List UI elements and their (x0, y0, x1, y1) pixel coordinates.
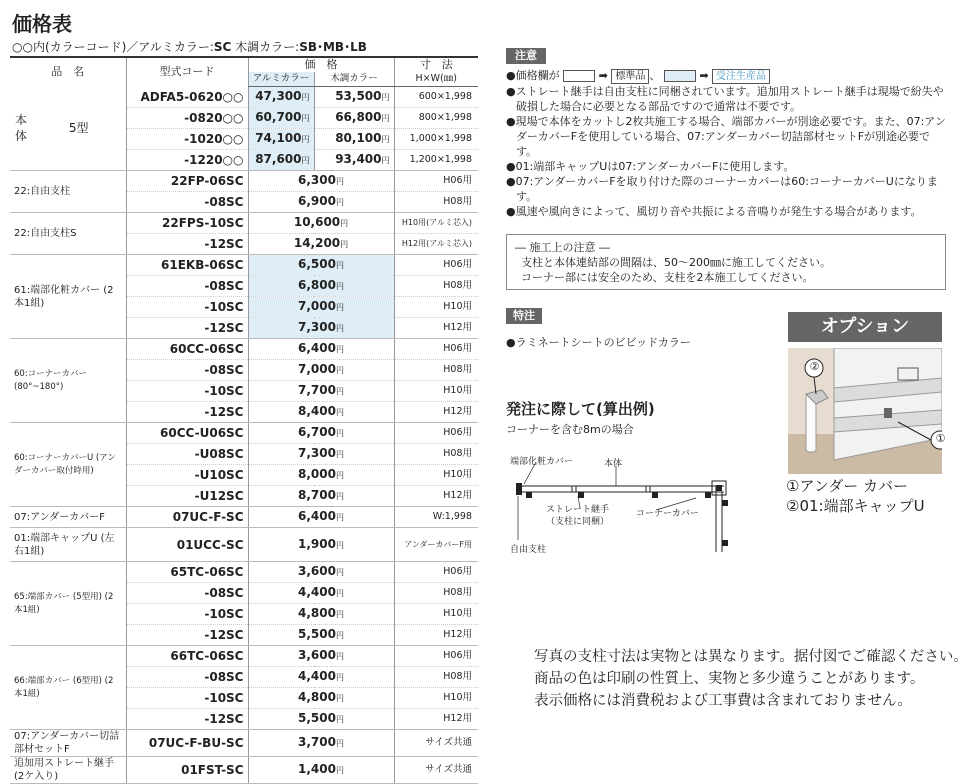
model-code: -U08SC (126, 444, 248, 465)
price-unit: 円 (335, 429, 344, 438)
label-post: 自由支柱 (510, 545, 547, 555)
header-price-wood: 木調カラー (314, 72, 394, 87)
product-name: 60:コーナーカバーU (アンダーカバー取付時用) (10, 423, 126, 507)
price-common (248, 604, 394, 625)
model-code: 60CC-06SC (126, 339, 248, 360)
size-value: H10用 (394, 381, 478, 402)
table-row (10, 507, 478, 528)
price-unit: 円 (335, 282, 344, 291)
model-code: 22FPS-10SC (126, 213, 248, 234)
option-photo (788, 348, 946, 474)
model-code: -1220○○ (126, 150, 248, 171)
price-unit: 円 (335, 261, 344, 270)
size-value: H06用 (394, 339, 478, 360)
price-value: 6,300 (298, 173, 336, 187)
label-end-cover: 端部化粧カバー (510, 457, 574, 467)
price-unit: 円 (340, 219, 349, 228)
price-unit: 円 (335, 408, 344, 417)
price-value: 10,600 (293, 215, 341, 229)
price-value: 4,400 (298, 585, 336, 599)
price-unit: 円 (335, 345, 344, 354)
price-unit: 円 (335, 766, 344, 775)
size-value: H06用 (394, 646, 478, 667)
size-value: 1,200×1,998 (394, 150, 478, 171)
model-code: -12SC (126, 709, 248, 730)
model-code: -08SC (126, 667, 248, 688)
label-corner-cover: コーナーカバー (636, 509, 699, 519)
price-unit: 円 (335, 366, 344, 375)
size-value: H12用 (394, 625, 478, 646)
size-value: アンダーカバーF用 (394, 528, 478, 562)
price-common (248, 276, 394, 297)
caution-line-2: コーナー部には安全のため、支柱を2本施工してください。 (521, 271, 814, 284)
legend-order-tag: 受注生産品 (712, 69, 770, 84)
price-value: 6,500 (298, 257, 336, 271)
model-code: 60CC-U06SC (126, 423, 248, 444)
model-code: -0820○○ (126, 108, 248, 129)
model-code: -08SC (126, 192, 248, 213)
price-value: 5,500 (298, 711, 336, 725)
table-row (10, 87, 478, 108)
price-value: 6,700 (298, 425, 336, 439)
option-heading: オプション (788, 312, 942, 342)
price-unit: 円 (301, 135, 310, 144)
size-value: H06用 (394, 423, 478, 444)
price-aluminum (248, 87, 314, 108)
model-code: 22FP-06SC (126, 171, 248, 192)
end-post-mark (516, 483, 522, 495)
construction-caution (506, 234, 946, 290)
price-value: 60,700 (255, 110, 302, 124)
header-price: 価 格 (248, 57, 394, 72)
price-unit: 円 (335, 177, 344, 186)
price-common (248, 730, 394, 757)
model-code: -10SC (126, 381, 248, 402)
price-value: 7,000 (298, 299, 336, 313)
price-value: 8,700 (298, 488, 336, 502)
option-list (786, 476, 925, 516)
size-value: H08用 (394, 360, 478, 381)
price-common (248, 297, 394, 318)
price-unit: 円 (335, 715, 344, 724)
price-value: 1,400 (298, 762, 336, 776)
subtitle-mid: 木調カラー: (231, 40, 300, 54)
price-value: 5,500 (298, 627, 336, 641)
size-value: H12用(アルミ芯入) (394, 234, 478, 255)
model-code: 61EKB-06SC (126, 255, 248, 276)
option-item-end-cap: ②01:端部キャップU (786, 497, 925, 515)
product-name: 07:アンダーカバーF (10, 507, 126, 528)
price-value: 7,300 (298, 320, 336, 334)
price-value: 8,400 (298, 404, 336, 418)
size-value: H08用 (394, 583, 478, 604)
model-code: 07UC-F-BU-SC (126, 730, 248, 757)
price-common (248, 709, 394, 730)
table-row (10, 528, 478, 562)
model-code: -10SC (126, 604, 248, 625)
model-code: -12SC (126, 318, 248, 339)
product-name: 66:端部カバー (6型用) (2本1組) (10, 646, 126, 730)
size-value: サイズ共通 (394, 757, 478, 784)
price-unit: 円 (335, 387, 344, 396)
table-row (10, 423, 478, 444)
size-value: H10用(アルミ芯入) (394, 213, 478, 234)
model-code: ADFA5-0620○○ (126, 87, 248, 108)
price-aluminum (248, 108, 314, 129)
price-unit: 円 (381, 135, 390, 144)
price-value: 7,000 (298, 362, 336, 376)
arrow-icon: ➡ (699, 69, 709, 82)
note-item: ●風速や風向きによって、風切り音や共振による音鳴りが発生する場合があります。 (506, 205, 922, 218)
size-value: H08用 (394, 444, 478, 465)
callout-1: ① (935, 432, 946, 445)
model-code: -12SC (126, 625, 248, 646)
header-size: 寸 法 (394, 57, 478, 72)
price-unit: 円 (335, 324, 344, 333)
calc-title: 発注に際して(算出例) (506, 400, 655, 418)
product-name: 65:端部カバー (5型用) (2本1組) (10, 562, 126, 646)
price-unit: 円 (335, 568, 344, 577)
table-row (10, 646, 478, 667)
subtitle-prefix: ○○内(カラーコード)／アルミカラー: (12, 40, 214, 54)
price-value: 6,400 (298, 509, 336, 523)
price-value: 87,600 (255, 152, 302, 166)
price-value: 93,400 (335, 152, 382, 166)
callout-2: ② (809, 360, 820, 373)
calc-subtitle: コーナーを含む8mの場合 (506, 423, 634, 436)
table-row (10, 213, 478, 234)
price-value: 3,600 (298, 564, 336, 578)
price-common (248, 507, 394, 528)
notes-heading: 注意 (506, 48, 546, 64)
model-code: 65TC-06SC (126, 562, 248, 583)
legend-blue-box (664, 70, 696, 82)
price-unit: 円 (381, 93, 390, 102)
product-name: 22:自由支柱 (10, 171, 126, 213)
price-common (248, 423, 394, 444)
model-code: 07UC-F-SC (126, 507, 248, 528)
price-unit: 円 (381, 114, 390, 123)
price-common (248, 688, 394, 709)
table-row (10, 171, 478, 192)
price-unit: 円 (335, 739, 344, 748)
price-common (248, 402, 394, 423)
product-name: 01:端部キャップU (左右1組) (10, 528, 126, 562)
price-common (248, 757, 394, 784)
footer-line-1: 写真の支柱寸法は実物とは異なります。据付図でご確認ください。 (534, 649, 968, 665)
honntai-model: 5型 (32, 87, 126, 171)
size-value: H08用 (394, 192, 478, 213)
price-common (248, 583, 394, 604)
price-aluminum (248, 150, 314, 171)
price-unit: 円 (301, 156, 310, 165)
size-value: H12用 (394, 318, 478, 339)
footer-line-3: 表示価格には消費税および工事費は含まれておりません。 (534, 693, 912, 709)
size-value: 1,000×1,998 (394, 129, 478, 150)
model-code: -1020○○ (126, 129, 248, 150)
price-unit: 円 (335, 610, 344, 619)
note-item: ●現場で本体をカットし2枚共施工する場合、端部カバーが別途必要です。また、07:アンダーカバーFを使用している場合、07:アンダーカバー切詰部材セットFが別途必要です。 (506, 115, 946, 158)
caution-heading: ― 施工上の注意 ― (515, 241, 610, 254)
price-unit: 円 (340, 240, 349, 249)
price-common (248, 646, 394, 667)
table-row (10, 255, 478, 276)
price-common (248, 192, 394, 213)
model-code: -08SC (126, 276, 248, 297)
price-common (248, 528, 394, 562)
size-value: W:1,998 (394, 507, 478, 528)
note-item: ●01:端部キャップUは07:アンダーカバーFに使用します。 (506, 160, 795, 173)
price-value: 80,100 (335, 131, 382, 145)
legend-prefix: ●価格欄が (506, 69, 560, 82)
size-value: H12用 (394, 402, 478, 423)
model-code: -08SC (126, 583, 248, 604)
size-value: 800×1,998 (394, 108, 478, 129)
product-name: 22:自由支柱S (10, 213, 126, 255)
label-joint: ストレート継手 （支柱に同梱） (546, 505, 610, 527)
price-value: 4,400 (298, 669, 336, 683)
size-value: H12用 (394, 486, 478, 507)
size-value: H12用 (394, 709, 478, 730)
size-value: 600×1,998 (394, 87, 478, 108)
size-value: H06用 (394, 562, 478, 583)
legend-standard-tag: 標準品 (611, 69, 649, 84)
table-row (10, 339, 478, 360)
size-value: H10用 (394, 297, 478, 318)
caution-line-1: 支柱と本体連結部の間隔は、50～200㎜に施工してください。 (521, 256, 831, 269)
size-value: H10用 (394, 604, 478, 625)
footer-notes (534, 646, 968, 712)
price-common (248, 381, 394, 402)
price-common (248, 339, 394, 360)
note-item: ●ストレート継手は自由支柱に同梱されています。追加用ストレート継手は現場で紛失や破損した場合に必要となる部品ですので通常は不要です。 (506, 85, 944, 113)
model-code: 66TC-06SC (126, 646, 248, 667)
layout-diagram (506, 448, 766, 568)
model-code: -12SC (126, 234, 248, 255)
price-value: 7,700 (298, 383, 336, 397)
model-code: -10SC (126, 688, 248, 709)
price-unit: 円 (335, 589, 344, 598)
price-common (248, 625, 394, 646)
header-price-alu: アルミカラー (248, 72, 314, 87)
honntai-label: 本体 (10, 87, 32, 171)
feature-heading: 特注 (506, 308, 542, 324)
size-value: H08用 (394, 667, 478, 688)
product-name: 60:コーナーカバー (80°~180°) (10, 339, 126, 423)
price-common (248, 562, 394, 583)
price-aluminum (248, 129, 314, 150)
price-value: 4,800 (298, 606, 336, 620)
product-name: 追加用ストレート継手(2ケ入り) (10, 757, 126, 784)
table-row (10, 730, 478, 757)
price-wood (314, 129, 394, 150)
price-value: 3,600 (298, 648, 336, 662)
price-unit: 円 (335, 303, 344, 312)
price-table (10, 56, 478, 784)
price-unit: 円 (301, 93, 310, 102)
price-value: 66,800 (335, 110, 382, 124)
table-row (10, 562, 478, 583)
size-value: サイズ共通 (394, 730, 478, 757)
price-unit: 円 (335, 471, 344, 480)
price-unit: 円 (335, 540, 344, 550)
size-value: H06用 (394, 255, 478, 276)
price-common (248, 171, 394, 192)
subtitle-wood-code: SB･MB･LB (299, 40, 367, 54)
price-unit: 円 (335, 513, 344, 522)
price-wood (314, 150, 394, 171)
price-unit: 円 (301, 114, 310, 123)
price-common (248, 465, 394, 486)
price-unit: 円 (335, 492, 344, 501)
price-unit: 円 (335, 694, 344, 703)
feature-text: ●ラミネートシートのビビッドカラー (506, 336, 691, 349)
price-value: 1,900 (298, 536, 336, 551)
product-name: 07:アンダーカバー切詰部材セットF (10, 730, 126, 757)
size-value: H10用 (394, 688, 478, 709)
price-unit: 円 (335, 673, 344, 682)
label-body: 本体 (604, 459, 623, 469)
price-value: 47,300 (255, 89, 302, 103)
price-value: 14,200 (293, 236, 341, 250)
price-common (248, 318, 394, 339)
price-value: 6,900 (298, 194, 336, 208)
price-value: 6,400 (298, 341, 336, 355)
price-value: 74,100 (255, 131, 302, 145)
arrow-icon: ➡ (598, 69, 608, 82)
subtitle-alu-code: SC (213, 40, 232, 54)
model-code: -U10SC (126, 465, 248, 486)
note-item: ●07:アンダーカバーFを取り付けた際のコーナーカバーは60:コーナーカバーUになります。 (506, 175, 938, 203)
model-code: -U12SC (126, 486, 248, 507)
price-value: 4,800 (298, 690, 336, 704)
price-unit: 円 (381, 156, 390, 165)
notes-section (506, 68, 946, 219)
footer-line-2: 商品の色は印刷の性質上、実物と多少違うことがあります。 (534, 671, 925, 687)
price-unit: 円 (335, 652, 344, 661)
size-value: H10用 (394, 465, 478, 486)
price-common (248, 234, 394, 255)
option-item-under-cover: ①アンダー カバー (786, 477, 909, 495)
legend-line: ●価格欄が ➡ 標準品 、 ➡ 受注生産品 (506, 68, 946, 84)
header-name: 品 名 (10, 57, 126, 87)
price-value: 7,300 (298, 446, 336, 460)
price-common (248, 360, 394, 381)
legend-white-box (563, 70, 595, 82)
product-name: 61:端部化粧カバー (2本1組) (10, 255, 126, 339)
price-common (248, 486, 394, 507)
price-common (248, 213, 394, 234)
model-code: -08SC (126, 360, 248, 381)
size-value: H08用 (394, 276, 478, 297)
price-wood (314, 108, 394, 129)
model-code: -10SC (126, 297, 248, 318)
header-size-unit: H×W(㎜) (394, 72, 478, 87)
page-title: 価格表 (12, 12, 72, 36)
price-value: 6,800 (298, 278, 336, 292)
price-value: 3,700 (298, 735, 336, 749)
model-code: 01UCC-SC (126, 528, 248, 562)
price-value: 53,500 (335, 89, 382, 103)
price-wood (314, 87, 394, 108)
header-code: 型式コード (126, 57, 248, 87)
price-common (248, 444, 394, 465)
price-unit: 円 (335, 631, 344, 640)
price-unit: 円 (335, 450, 344, 459)
table-row (10, 757, 478, 784)
size-value: H06用 (394, 171, 478, 192)
model-code: 01FST-SC (126, 757, 248, 784)
price-common (248, 667, 394, 688)
price-common (248, 255, 394, 276)
price-value: 8,000 (298, 467, 336, 481)
color-code-legend (12, 38, 367, 55)
model-code: -12SC (126, 402, 248, 423)
price-unit: 円 (335, 198, 344, 207)
